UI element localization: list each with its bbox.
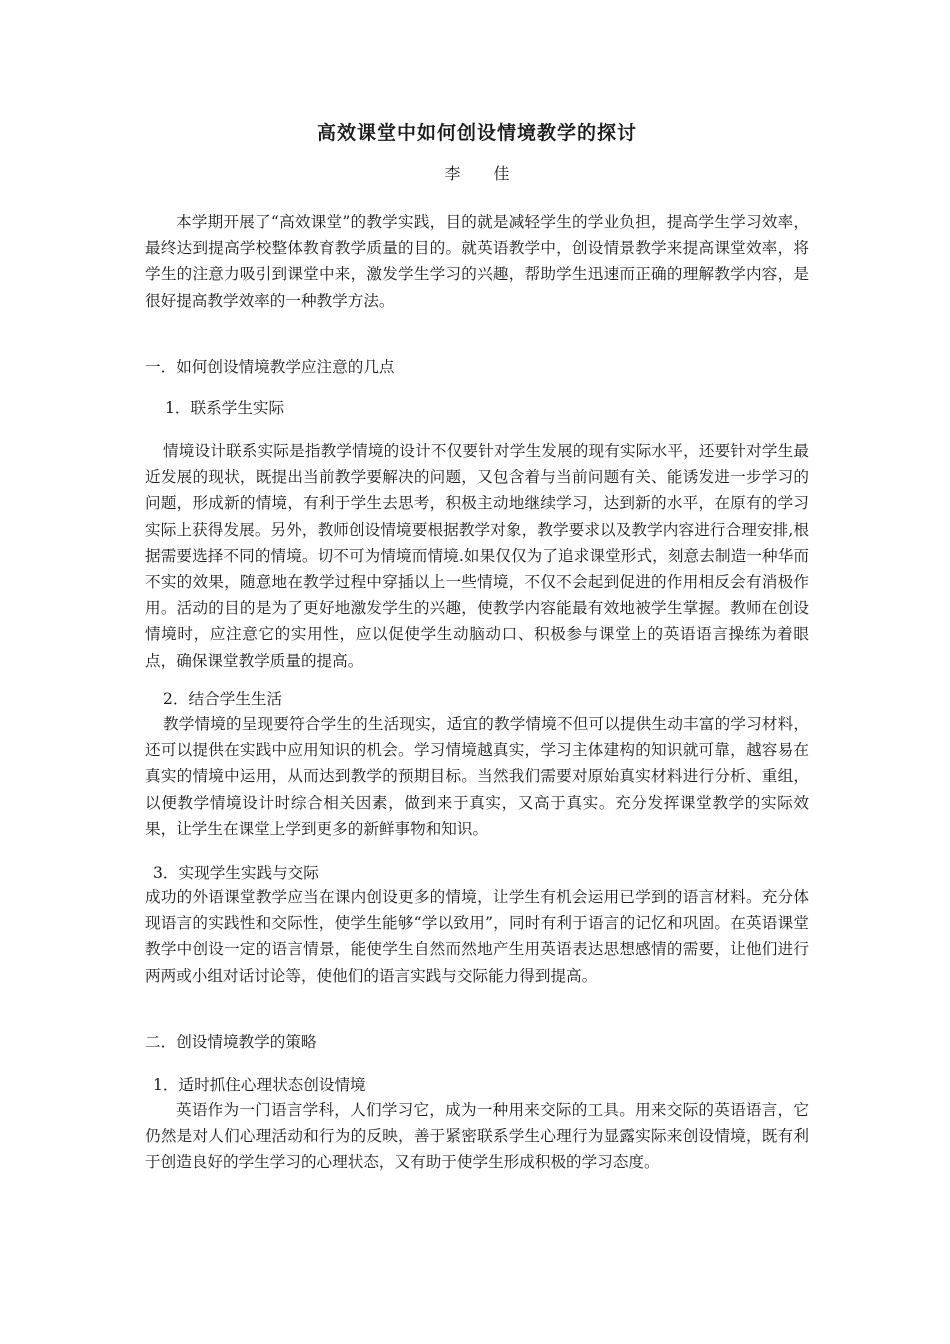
section1-heading: 一．如何创设情境教学应注意的几点 (145, 358, 395, 376)
section2-heading: 二．创设情境教学的策略 (145, 1033, 317, 1051)
section1-item1-heading: 1．联系学生实际 (165, 399, 285, 417)
section2-item1-heading: 1．适时抓住心理状态创设情境 (153, 1076, 366, 1094)
section1-item1-body: 情境设计联系实际是指教学情境的设计不仅要针对学生发展的现有实际水平，还要针对学生最近发展的现状，既提出当前教学要解决的问题，又包含着与当前问题有关、能诱发进一步学习的问题，形成新的情境，有利于学生去思考，积极主动地继续学习，达到新的水平，在原有的学习实际上获得发展。另外，教师创设情境要根据教学对象，教学要求以及教学内容进行合理安排,根据需要选择不同的情境。切不可为情境而情境.如果仅仅为了追求课堂形式，刻意去制造一种华而不实的效果，随意地在教学过程中穿插以上一些情境，不仅不会起到促进的作用相反会有消极作用。活动的目的是为了更好地激发学生的兴趣，使教学内容能最有效地被学生掌握。教师在创设情境时，应注意它的实用性，应以促使学生动脑动口、积极参与课堂上的英语语言操练为着眼点，确保课堂教学质量的提高。 (145, 442, 809, 670)
section1-item2-body: 教学情境的呈现要符合学生的生活现实，适宜的教学情境不但可以提供生动丰富的学习材料，还可以提供在实践中应用知识的机会。学习情境越真实，学习主体建构的知识就可靠，越容易在真实的情境中运用，从而达到教学的预期目标。当然我们需要对原始真实材料进行分析、重组，以便教学情境设计时综合相关因素，做到来于真实，又高于真实。充分发挥课堂教学的实际效果，让学生在课堂上学到更多的新鲜事物和知识。 (145, 715, 809, 838)
document-author: 李 佳 (444, 164, 524, 183)
intro-paragraph: 本学期开展了“高效课堂”的教学实践，目的就是减轻学生的学业负担，提高学生学习效率，最终达到提高学校整体教育教学质量的目的。就英语教学中，创设情景教学来提高课堂效率，将学生的注意力吸引到课堂中来，激发学生学习的兴趣，帮助学生迅速而正确的理解教学内容，是很好提高教学效率的一种教学方法。 (145, 213, 809, 310)
section2-item1-body: 英语作为一门语言学科，人们学习它，成为一种用来交际的工具。用来交际的英语语言，它仍然是对人们心理活动和行为的反映，善于紧密联系学生心理行为显露实际来创设情境，既有利于创造良好的学生学习的心理状态，又有助于使学生形成积极的学习态度。 (145, 1101, 809, 1172)
section1-item2-heading: 2．结合学生生活 (163, 690, 283, 708)
section1-item3-body: 成功的外语课堂教学应当在课内创设更多的情境，让学生有机会运用已学到的语言材料。充分体现语言的实践性和交际性，使学生能够“学以致用”，同时有利于语言的记忆和巩固。在英语课堂教学中创设一定的语言情景，能使学生自然而然地产生用英语表达思想感情的需要，让他们进行两两或小组对话讨论等，使他们的语言实践与交际能力得到提高。 (145, 888, 809, 985)
document-title: 高效课堂中如何创设情境教学的探讨 (316, 122, 637, 144)
section1-item3-heading: 3．实现学生实践与交际 (153, 864, 319, 882)
